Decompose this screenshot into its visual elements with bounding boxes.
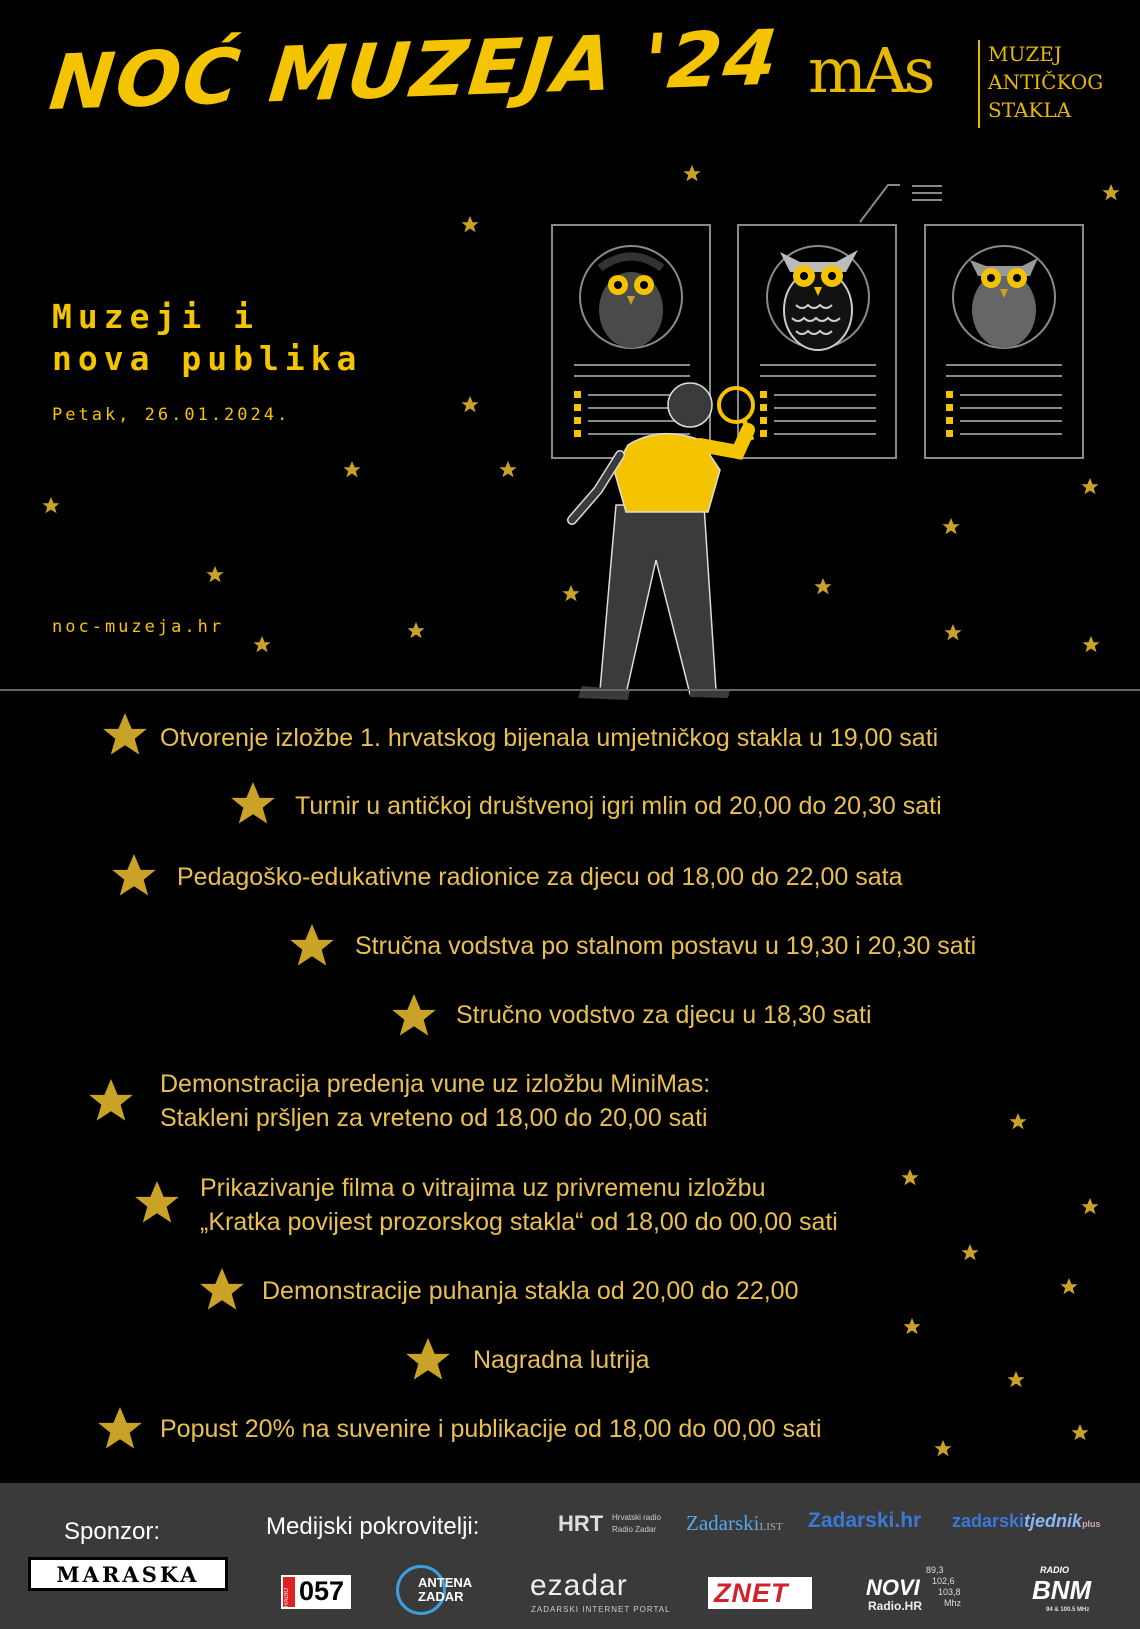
ezadar-sub: ZADARSKI INTERNET PORTAL [531,1605,671,1614]
ezadar-logo: ezadar [530,1569,628,1602]
event-title: NOĆ MUZEJA '24 [45,12,784,127]
radio-bnm-sub: 94 & 100.5 MHz [1046,1607,1090,1613]
znet-logo [708,1577,812,1609]
logo-line-2: ANTIČKOG [988,70,1104,94]
logo-line-1: MUZEJ [988,42,1062,66]
hrt-logo: HRT [558,1511,604,1536]
event-item: Demonstracija predenja vune uz izložbu MiniMas: [160,1070,711,1098]
event-item: Otvorenje izložbe 1. hrvatskog bijenala umjetničkog stakla u 19,00 sati [160,724,939,752]
zadarski-list-name: Zadarski [686,1511,760,1535]
event-item: Pedagoško-edukativne radionice za djecu od 18,00 do 22,00 sata [177,863,903,891]
antena-zadar-line-1: ANTENA [418,1575,473,1590]
radio-bnm-top: RADIO [1040,1565,1069,1575]
event-item: Stručna vodstva po stalnom postavu u 19,30 i 20,30 sati [355,932,977,960]
logo-line-3: STAKLA [988,98,1072,122]
antena-zadar-logo [418,1576,472,1604]
zadarski-tjednik-logo [952,1511,1101,1532]
zadarski-tjednik-suffix: tjednik [1024,1511,1083,1531]
radio-057-name: 057 [299,1576,345,1606]
website-link[interactable]: noc-muzeja.hr [52,617,225,637]
novi-freq-3: 103,8 [938,1587,961,1597]
novi-radio-logo: NOVI [866,1575,920,1600]
radio-bnm-logo: BNM [1032,1575,1092,1605]
novi-freq-4: Mhz [944,1598,962,1608]
novi-freq-2: 102,6 [932,1576,955,1586]
hrt-sub-2: Radio Zadar [612,1525,657,1534]
event-item: Stručno vodstvo za djecu u 18,30 sati [456,1001,872,1029]
museum-logo-mark: mAs [808,34,932,107]
radio-057-logo [281,1575,351,1609]
event-item: Turnir u antičkoj društvenoj igri mlin od 20,00 do 20,30 sati [295,792,942,820]
zadarski-list-logo [686,1511,783,1536]
event-item: Nagradna lutrija [473,1346,650,1374]
novi-radio-sub: Radio.HR [868,1599,922,1613]
antena-zadar-line-2: ZADAR [418,1589,464,1604]
event-item-cont: „Kratka povijest prozorskog stakla“ od 18,00 do 00,00 sati [200,1208,838,1236]
hrt-sub-1: Hrvatski radio [612,1513,661,1522]
footer [0,1483,1140,1629]
zadarski-list-suffix: LIST [759,1521,783,1533]
subtitle-line-1: Muzeji i [52,297,259,336]
media-sponsors-label: Medijski pokrovitelji: [266,1513,480,1540]
novi-radio-frequencies [926,1565,961,1609]
sponsor-logo [28,1557,228,1591]
radio-057-tag: RADIO [284,1587,290,1607]
event-date: Petak, 26.01.2024. [52,405,291,425]
event-item: Popust 20% na suvenire i publikacije od 18,00 do 00,00 sati [160,1415,822,1443]
subtitle-line-2: nova publika [52,339,363,378]
event-item: Demonstracije puhanja stakla od 20,00 do 22,00 [262,1277,799,1305]
znet-name: ZNET [714,1578,789,1608]
event-item-cont: Stakleni pršljen za vreteno od 18,00 do 20,00 sati [160,1104,708,1132]
zadarski-tjednik-plus: plus [1082,1519,1101,1529]
zadarski-hr-logo: Zadarski.hr [808,1509,922,1532]
zadarski-tjednik-name: zadarski [952,1511,1025,1531]
novi-freq-1: 89,3 [926,1565,944,1575]
sponsor-label: Sponzor: [64,1518,161,1545]
event-item: Prikazivanje filma o vitrajima uz privremenu izložbu [200,1174,766,1202]
sponsor-name: MARASKA [56,1562,200,1587]
